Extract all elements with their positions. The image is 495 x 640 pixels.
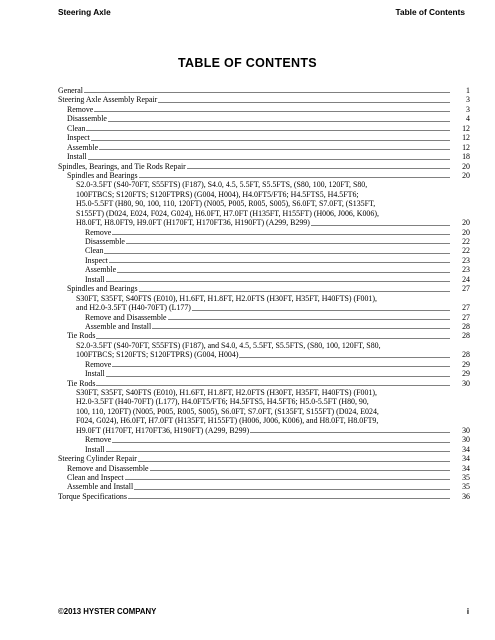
toc-entry-page: 22	[462, 246, 470, 256]
toc-entry[interactable]	[58, 95, 470, 104]
toc-entry[interactable]	[58, 313, 470, 322]
dot-leader	[106, 451, 450, 452]
toc-entry[interactable]	[58, 426, 470, 435]
dot-leader	[138, 461, 450, 462]
toc-entry-title: Steering Axle Assembly Repair	[58, 95, 158, 105]
dot-leader	[106, 281, 450, 282]
toc-entry-page: 12	[462, 142, 470, 152]
dot-leader	[84, 92, 450, 93]
toc-entry-page: 27	[462, 284, 470, 294]
toc-entry-page: 35	[462, 482, 470, 492]
toc-entry[interactable]	[58, 246, 470, 255]
toc-entry[interactable]	[58, 143, 470, 152]
toc-entry-page: 20	[462, 218, 470, 228]
toc-entry[interactable]	[58, 435, 470, 444]
toc-entry-page: 30	[462, 378, 470, 388]
toc-entry[interactable]	[58, 360, 470, 369]
dot-leader	[96, 385, 450, 386]
toc-entry[interactable]	[58, 265, 470, 274]
dot-leader	[94, 111, 450, 112]
toc-entry[interactable]	[58, 331, 470, 340]
dot-leader	[128, 498, 450, 499]
toc-entry-title: Assemble and Install	[67, 482, 134, 492]
toc-entry[interactable]	[58, 256, 470, 265]
toc-entry[interactable]	[58, 464, 470, 473]
dot-leader	[168, 319, 450, 320]
toc-entry-title: H8.0FT, H8.0FT9, H9.0FT (H170FT, H170FT36, H190FT) (A299, B299)	[76, 218, 310, 228]
dot-leader	[150, 470, 450, 471]
footer-page-number: i	[466, 607, 469, 616]
dot-leader	[139, 177, 450, 178]
dot-leader	[126, 243, 450, 244]
toc-entry-model-line: H2.0-3.5FT (H40-70FT) (L177), H4.0FT5/FT6; H4.5FTS5, H4.5FT6; H5.0-5.5FT (H80, 90,	[76, 397, 369, 407]
toc-entry-page: 27	[462, 312, 470, 322]
toc-entry-page: 30	[462, 425, 470, 435]
toc-entry-title: H9.0FT (H170FT, H170FT36, H190FT) (A299, B299)	[76, 425, 250, 435]
dot-leader	[91, 140, 450, 141]
toc-entry[interactable]	[58, 124, 470, 133]
footer-copyright: ©2013 HYSTER COMPANY	[58, 607, 157, 616]
toc-entry-page: 20	[462, 227, 470, 237]
dot-leader	[104, 253, 450, 254]
toc-entry-page: 4	[466, 114, 470, 124]
toc-entry-page: 34	[462, 463, 470, 473]
toc-entry[interactable]	[58, 114, 470, 123]
toc-entry-title: Clean	[67, 123, 86, 133]
toc-entry-page: 18	[462, 152, 470, 162]
table-of-contents	[58, 86, 470, 501]
toc-entry-page: 27	[462, 303, 470, 313]
toc-entry-title: Assemble	[67, 142, 99, 152]
dot-leader	[187, 168, 450, 169]
dot-leader	[311, 225, 450, 226]
toc-entry[interactable]	[58, 369, 470, 378]
toc-entry-title: Install	[67, 152, 87, 162]
toc-entry[interactable]	[58, 218, 470, 227]
toc-entry-title: and H2.0-3.5FT (H40-70FT) (L177)	[76, 303, 191, 313]
toc-entry[interactable]	[58, 171, 470, 180]
dot-leader	[125, 479, 450, 480]
toc-entry-model-line: S30FT, S35FT, S40FTS (E010), H1.6FT, H1.8FT, H2.0FTS (H30FT, H35FT, H40FTS) (F001),	[76, 293, 377, 303]
toc-entry-title: Disassemble	[67, 114, 107, 124]
toc-entry-page: 35	[462, 472, 470, 482]
toc-entry[interactable]	[58, 284, 470, 293]
toc-entry-title: Torque Specifications	[58, 491, 127, 501]
toc-entry-page: 28	[462, 331, 470, 341]
dot-leader	[239, 357, 450, 358]
toc-entry-title: Tie Rods	[67, 378, 96, 388]
toc-entry-page: 29	[462, 359, 470, 369]
toc-entry-title: Tie Rods	[67, 331, 96, 341]
toc-entry-page: 36	[462, 491, 470, 501]
toc-entry-page: 34	[462, 454, 470, 464]
toc-entry-title: Install	[85, 444, 105, 454]
toc-entry-title: Assemble and Install	[85, 321, 152, 331]
dot-leader	[109, 262, 450, 263]
dot-leader	[112, 442, 450, 443]
dot-leader	[112, 234, 450, 235]
toc-entry-title: Install	[85, 369, 105, 379]
toc-entry[interactable]	[58, 105, 470, 114]
toc-entry-page: 29	[462, 369, 470, 379]
toc-entry-page: 3	[466, 95, 470, 105]
toc-entry-page: 28	[462, 350, 470, 360]
toc-entry-title: 100FTBCS; S120FTS; S120FTPRS) (G004, H004)	[76, 350, 239, 360]
toc-entry-title: Install	[85, 274, 105, 284]
toc-entry[interactable]	[58, 86, 470, 95]
toc-entry[interactable]	[58, 237, 470, 246]
header-left-title: Steering Axle	[58, 7, 111, 17]
toc-entry-title: Spindles and Bearings	[67, 170, 138, 180]
toc-entry-title: Remove	[67, 104, 94, 114]
toc-entry-title: Spindles, Bearings, and Tie Rods Repair	[58, 161, 186, 171]
dot-leader	[108, 121, 450, 122]
toc-entry[interactable]	[58, 445, 470, 454]
toc-entry[interactable]	[58, 492, 470, 501]
toc-entry[interactable]	[58, 162, 470, 171]
toc-entry-page: 34	[462, 444, 470, 454]
toc-entry-model-line: S2.0-3.5FT (S40-70FT, S55FTS) (F187), and S4.0, 4.5, 5.5FT, S5.5FTS, (S80, 100, 120FT, S80,	[76, 340, 381, 350]
toc-entry-title: Assemble	[85, 265, 117, 275]
toc-entry[interactable]	[58, 350, 470, 359]
dot-leader	[152, 328, 450, 329]
dot-leader	[117, 272, 450, 273]
toc-entry-title: General	[58, 86, 83, 95]
toc-entry-page: 20	[462, 170, 470, 180]
toc-entry[interactable]	[58, 482, 470, 491]
header-right-title: Table of Contents	[395, 7, 465, 17]
toc-entry-title: Remove	[85, 359, 112, 369]
toc-entry[interactable]	[58, 228, 470, 237]
toc-entry-model-line: S155FT) (D024, E024, F024, G024), H6.0FT, H7.0FT (H135FT, H155FT) (H006, J006, K006),	[76, 208, 379, 218]
toc-entry-page: 12	[462, 123, 470, 133]
toc-entry-model-line: S2.0-3.5FT (S40-70FT, S55FTS) (F187), S4.0, 4.5, 5.5FT, S5.5FTS, (S80, 100, 120FT, S80,	[76, 180, 368, 190]
page-title: TABLE OF CONTENTS	[178, 56, 317, 70]
toc-entry-page: 20	[462, 161, 470, 171]
dot-leader	[139, 291, 450, 292]
toc-entry-title: Remove	[85, 435, 112, 445]
toc-entry-title: Steering Cylinder Repair	[58, 454, 137, 464]
toc-entry-title: Clean and Inspect	[67, 472, 124, 482]
dot-leader	[112, 366, 450, 367]
toc-entry-title: Disassemble	[85, 237, 125, 246]
toc-entry[interactable]	[58, 152, 470, 161]
dot-leader	[106, 376, 450, 377]
dot-leader	[250, 432, 450, 433]
toc-entry-title: Clean	[85, 246, 104, 256]
toc-entry-title: Remove	[85, 227, 112, 237]
toc-entry-page: 3	[466, 104, 470, 114]
toc-entry[interactable]	[58, 454, 470, 463]
toc-entry-title: Spindles and Bearings	[67, 284, 138, 294]
toc-entry-model-line: 100, 110, 120FT) (N005, P005, R005, S005), S6.0FT, S7.0FT, (S135FT, S155FT) (D024, E024,	[76, 406, 379, 416]
toc-entry-title: Inspect	[67, 133, 90, 143]
toc-entry-model-line: F024, G024), H6.0FT, H7.0FT (H135FT, H155FT) (H006, J006, K006), and H8.0FT, H8.0FT9,	[76, 416, 379, 426]
toc-entry[interactable]	[58, 322, 470, 331]
toc-entry-page: 28	[462, 321, 470, 331]
toc-entry-page: 23	[462, 255, 470, 265]
toc-entry[interactable]	[58, 303, 470, 312]
toc-entry-page: 30	[462, 435, 470, 445]
toc-entry-page: 23	[462, 265, 470, 275]
toc-entry-title: Remove and Disassemble	[85, 312, 167, 322]
toc-entry-model-line: S30FT, S35FT, S40FTS (E010), H1.6FT, H1.8FT, H2.0FTS (H30FT, H35FT, H40FTS) (F001),	[76, 388, 377, 397]
toc-entry-page: 12	[462, 133, 470, 143]
toc-entry[interactable]	[58, 473, 470, 482]
toc-entry-model-line: 100FTBCS; S120FTS; S120FTPRS) (G004, H004), H4.0FT5/FT6; H4.5FTS5, H4.5FT6;	[76, 189, 359, 199]
toc-entry-title: Remove and Disassemble	[67, 463, 149, 473]
toc-entry-page: 24	[462, 274, 470, 284]
toc-entry[interactable]	[58, 275, 470, 284]
toc-entry-title: Inspect	[85, 255, 108, 265]
dot-leader	[158, 102, 450, 103]
dot-leader	[86, 130, 450, 131]
dot-leader	[96, 338, 450, 339]
toc-entry-model-line: H5.0-5.5FT (H80, 90, 100, 110, 120FT) (N005, P005, R005, S005), S6.0FT, S7.0FT, (S135FT,	[76, 199, 376, 209]
toc-entry[interactable]	[58, 379, 470, 388]
dot-leader	[88, 159, 450, 160]
dot-leader	[99, 149, 450, 150]
dot-leader	[134, 489, 450, 490]
toc-entry-page: 22	[462, 237, 470, 246]
toc-entry-page: 1	[466, 86, 470, 95]
dot-leader	[192, 310, 450, 311]
toc-entry[interactable]	[58, 133, 470, 142]
